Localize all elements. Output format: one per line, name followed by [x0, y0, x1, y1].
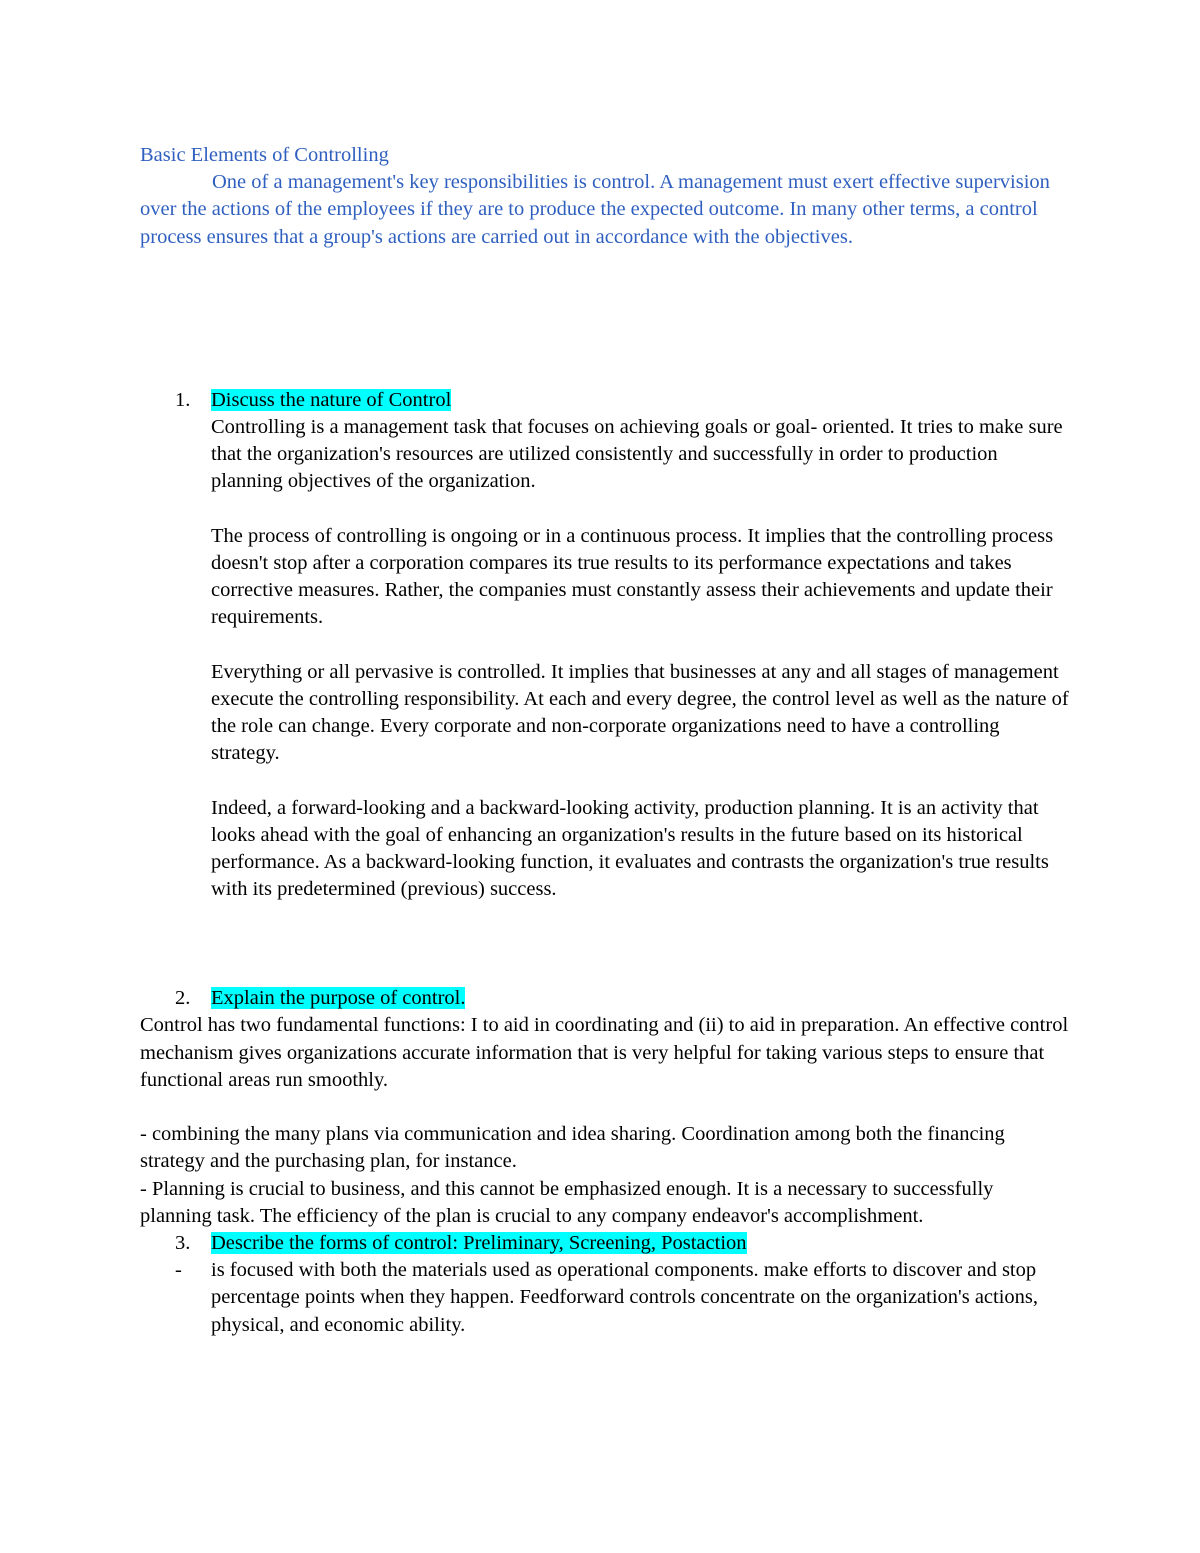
section-3-heading: Describe the forms of control: Preliminary, Screening, Postaction [211, 1232, 747, 1255]
document-page [140, 142, 1070, 1339]
section-2 [140, 985, 1070, 1012]
section-1-paragraph-4: Indeed, a forward-looking and a backward-looking activity, production planning. It is an activity that looks ahead with the goal of enhancing an organization's results in the future based on its historical performance. As a backward-looking function, it evaluates and contrasts the organization's true results with its predetermined (previous) success. [211, 796, 1049, 901]
intro-block [140, 142, 1070, 251]
section-2-heading: Explain the purpose of control. [211, 987, 466, 1010]
intro-paragraph: One of a management's key responsibilities is control. A management must exert effective supervision over the actions of the employees if they are to produce the expected outcome. In many other terms, a control process ensures that a group's actions are carried out in accordance with the objectives. [140, 171, 1050, 248]
section-1-paragraph-2: The process of controlling is ongoing or in a continuous process. It implies that the controlling process doesn't stop after a corporation compares its true results to its performance expectations and takes corrective measures. Rather, the companies must constantly assess their achievements and update their requirements. [211, 524, 1054, 629]
section-2-paragraph: Control has two fundamental functions: I to aid in coordinating and (ii) to aid in preparation. An effective control mechanism gives organizations accurate information that is very helpful for taking various steps to ensure that functional areas run smoothly. [140, 1014, 1069, 1091]
spacer [140, 904, 1070, 986]
section-2-number: 2. [175, 987, 191, 1010]
section-3-number: 3. [175, 1232, 191, 1255]
section-3-dash-item [140, 1257, 1070, 1339]
section-1-number: 1. [175, 388, 191, 411]
section-2-bullet-2: - Planning is crucial to business, and this cannot be emphasized enough. It is a necessary to successfully planning task. The efficiency of the plan is crucial to any company endeavor's accomplishment. [140, 1177, 994, 1227]
section-1-heading: Discuss the nature of Control [211, 388, 452, 411]
document-title: Basic Elements of Controlling [140, 144, 389, 166]
section-2-bullet-1: - combining the many plans via communication and idea sharing. Coordination among both the financing strategy and the purchasing plan, for instance. [140, 1123, 1005, 1173]
section-1-paragraph-3: Everything or all pervasive is controlled. It implies that businesses at any and all stages of management execute the controlling responsibility. At each and every degree, the control level as well as the nature of the role can change. Every corporate and non-corporate organizations need to have a controlling strategy. [211, 660, 1069, 765]
section-1 [140, 387, 1070, 904]
section-3-paragraph: is focused with both the materials used as operational components. make efforts to discover and stop percentage points when they happen. Feedforward controls concentrate on the organization's actions, physical, and economic ability. [211, 1259, 1039, 1336]
section-3 [140, 1230, 1070, 1257]
spacer [140, 251, 1070, 387]
dash-marker: - [175, 1259, 182, 1282]
section-1-paragraph-1: Controlling is a management task that focuses on achieving goals or goal- oriented. It tries to make sure that the organization's resources are utilized consistently and successfully in order to production planning objectives of the organization. [211, 416, 1063, 493]
